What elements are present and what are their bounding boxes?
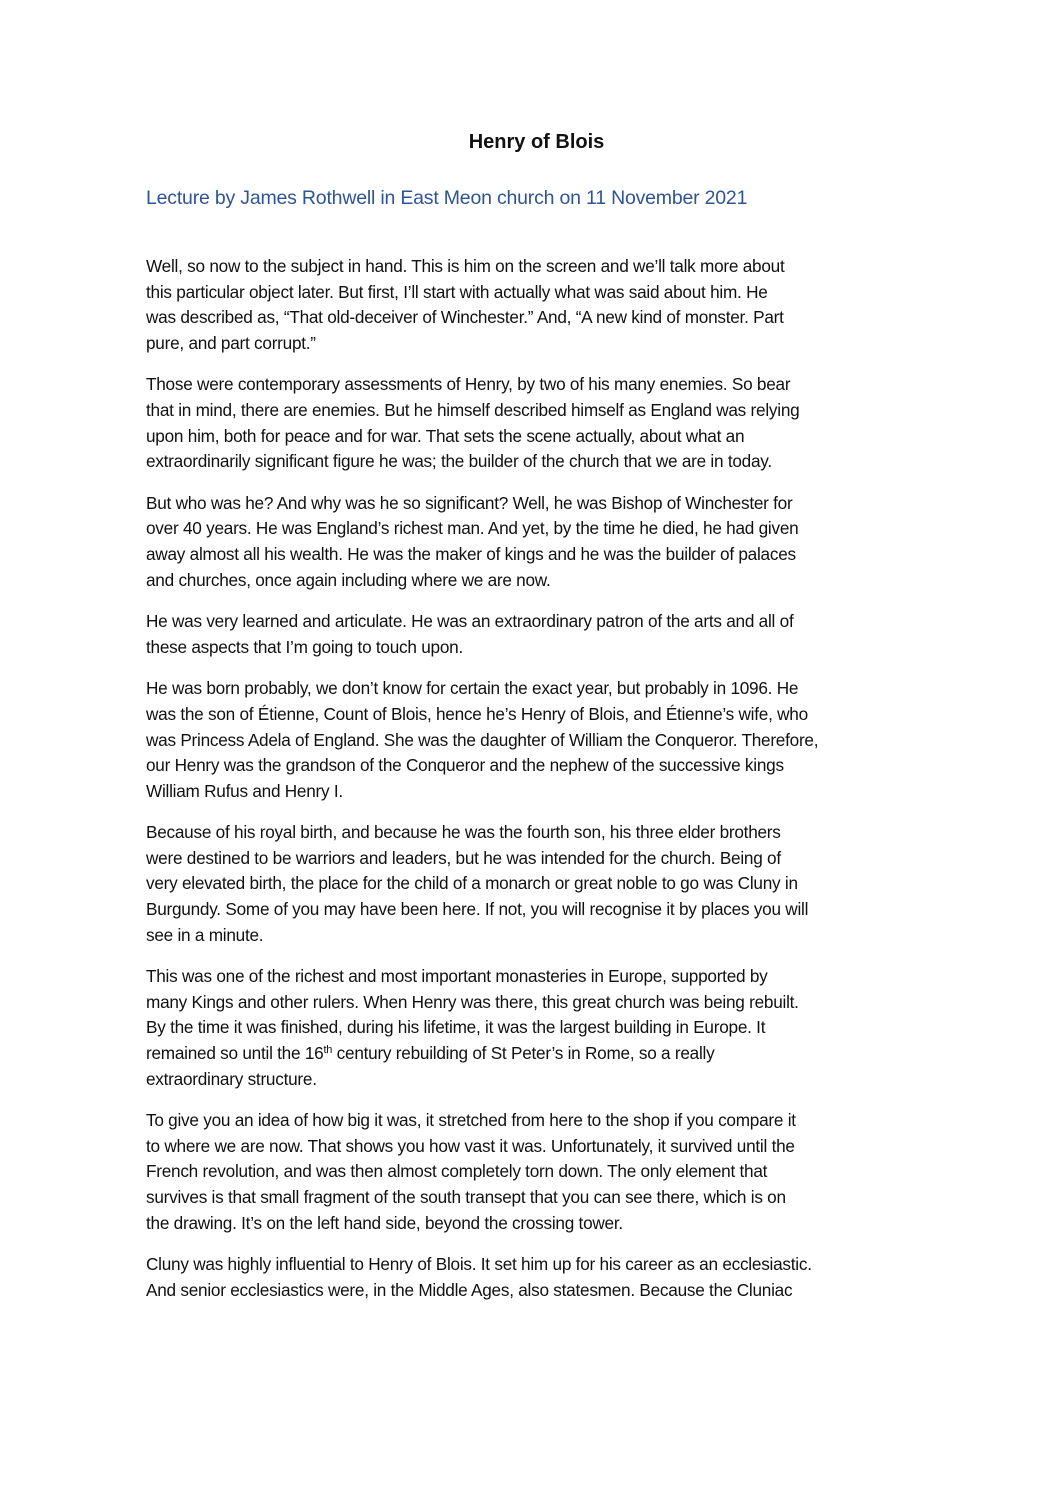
text-line: Burgundy. Some of you may have been here. If not, you will recognise it by places you will: [146, 899, 809, 920]
text-line: extraordinarily significant figure he was; the builder of the church that we are in today.: [146, 451, 772, 472]
text-line: By the time it was finished, during his lifetime, it was the largest building in Europe. It: [146, 1017, 766, 1038]
text-fragment: remained so until the 16: [146, 1043, 324, 1064]
paragraph: [146, 1252, 926, 1303]
text-line: Well, so now to the subject in hand. This is him on the screen and we’ll talk more about: [146, 256, 785, 276]
text-line: many Kings and other rulers. When Henry was there, this great church was being rebuilt.: [146, 991, 799, 1012]
text-line: He was born probably, we don’t know for certain the exact year, but probably in 1096. He: [146, 678, 799, 699]
ordinal-superscript: th: [323, 1044, 333, 1057]
text-line: over 40 years. He was England’s richest man. And yet, by the time he died, he had given: [146, 518, 799, 539]
text-line: To give you an idea of how big it was, it stretched from here to the shop if you compare it: [146, 1110, 796, 1131]
text-line: to where we are now. That shows you how vast it was. Unfortunately, it survived until the: [146, 1135, 795, 1156]
text-line: see in a minute.: [146, 924, 264, 945]
text-line: But who was he? And why was he so significant? Well, he was Bishop of Winchester for: [146, 492, 793, 513]
text-line: our Henry was the grandson of the Conqueror and the nephew of the successive kings: [146, 755, 784, 776]
text-line: upon him, both for peace and for war. That sets the scene actually, about what an: [146, 425, 745, 446]
text-line: French revolution, and was then almost completely torn down. The only element that: [146, 1161, 768, 1182]
document-subtitle: Lecture by James Rothwell in East Meon church on 11 November 2021: [146, 187, 748, 209]
text-line: pure, and part corrupt.”: [146, 332, 316, 353]
text-line: away almost all his wealth. He was the maker of kings and he was the builder of palaces: [146, 543, 796, 564]
paragraph: [146, 254, 926, 356]
text-line-with-superscript: [146, 1041, 926, 1067]
text-line: and churches, once again including where we are now.: [146, 569, 551, 590]
text-line: was the son of Étienne, Count of Blois, hence he’s Henry of Blois, and Étienne’s wife, who: [146, 703, 808, 724]
text-line: very elevated birth, the place for the child of a monarch or great noble to go was Cluny in: [146, 873, 798, 894]
document-title: Henry of Blois: [468, 131, 605, 153]
text-line: Because of his royal birth, and because he was the fourth son, his three elder brothers: [146, 822, 781, 843]
text-fragment: century rebuilding of St Peter’s in Rome, so a really: [332, 1043, 715, 1064]
text-line: He was very learned and articulate. He was an extraordinary patron of the arts and all of: [146, 611, 794, 632]
text-line: was described as, “That old-deceiver of Winchester.” And, “A new kind of monster. Part: [146, 307, 784, 328]
text-line: And senior ecclesiastics were, in the Middle Ages, also statesmen. Because the Cluniac: [146, 1279, 793, 1300]
paragraph: [146, 609, 926, 660]
text-line: This was one of the richest and most important monasteries in Europe, supported by: [146, 966, 768, 987]
paragraph: [146, 1108, 926, 1236]
text-line: was Princess Adela of England. She was the daughter of William the Conqueror. Therefore,: [146, 729, 819, 750]
text-line: Cluny was highly influential to Henry of Blois. It set him up for his career as an ecclesiastic.: [146, 1254, 812, 1275]
text-line: this particular object later. But first, I’ll start with actually what was said about him. He: [146, 281, 768, 302]
paragraph: [146, 820, 926, 948]
text-line: extraordinary structure.: [146, 1068, 317, 1089]
text-line: these aspects that I’m going to touch upon.: [146, 636, 463, 657]
text-line: were destined to be warriors and leaders, but he was intended for the church. Being of: [146, 847, 781, 868]
text-line: survives is that small fragment of the south transept that you can see there, which is on: [146, 1187, 786, 1207]
document-body: [146, 254, 926, 1319]
text-line: Those were contemporary assessments of Henry, by two of his many enemies. So bear: [146, 374, 791, 395]
paragraph: [146, 676, 926, 804]
paragraph: [146, 372, 926, 474]
paragraph: [146, 491, 926, 593]
text-line: the drawing. It’s on the left hand side, beyond the crossing tower.: [146, 1212, 623, 1233]
text-line: that in mind, there are enemies. But he himself described himself as England was relying: [146, 399, 800, 420]
text-line: William Rufus and Henry I.: [146, 780, 343, 801]
paragraph: [146, 964, 926, 1092]
